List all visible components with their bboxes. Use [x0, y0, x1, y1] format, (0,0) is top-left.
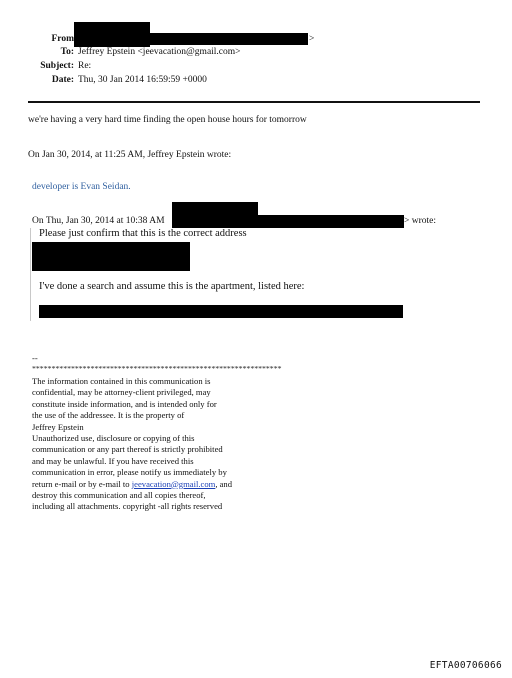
quote-bar: [30, 228, 31, 321]
notice-line: communication or any part thereof is strictly prohibited: [32, 444, 223, 455]
subject-value: Re:: [78, 61, 92, 71]
email-link[interactable]: jeevacation@gmail.com: [131, 478, 216, 489]
message-body: we're having a very hard time finding the open house hours for tomorrow: [28, 115, 307, 125]
from-trail: >: [309, 34, 315, 44]
reply-intro-1: On Jan 30, 2014, at 11:25 AM, Jeffrey Epstein wrote:: [28, 150, 232, 160]
signature-separator: --: [32, 353, 38, 363]
date-label: Date:: [51, 75, 74, 85]
document-id: EFTA00706066: [429, 660, 502, 671]
redacted-reply-sender-name: [172, 202, 258, 228]
quote-line-2: I've done a search and assume this is the apartment, listed here:: [39, 281, 305, 292]
reply-intro-2-prefix: On Thu, Jan 30, 2014 at 10:38 AM: [32, 216, 165, 226]
notice-line: confidential, may be attorney-client privileged, may: [32, 387, 211, 398]
notice-line: constitute inside information, and is intended only for: [32, 398, 217, 409]
notice-link-prefix: return e-mail or by e-mail to: [32, 478, 132, 489]
subject-label: Subject:: [40, 61, 74, 71]
notice-line: communication in error, please notify us immediately by: [32, 467, 227, 478]
to-label: To:: [60, 47, 74, 57]
notice-line: Jeffrey Epstein: [32, 421, 84, 432]
notice-line: and may be unlawful. If you have received this: [32, 455, 194, 466]
notice-line: destroy this communication and all copies thereof,: [32, 490, 206, 501]
from-label: From: [51, 34, 74, 44]
notice-line: including all attachments. copyright -all rights reserved: [32, 501, 223, 512]
redacted-reply-sender-address: [258, 215, 404, 228]
date-value: Thu, 30 Jan 2014 16:59:59 +0000: [78, 75, 207, 85]
confidentiality-notice: [32, 376, 232, 513]
reply-body-1: developer is Evan Seidan.: [32, 182, 131, 192]
redacted-listing-link: [39, 305, 403, 318]
star-separator: ****************************************************************: [32, 364, 282, 373]
to-value: Jeffrey Epstein <jeevacation@gmail.com>: [78, 47, 241, 57]
header-divider: [28, 101, 480, 103]
notice-link-suffix: , and: [215, 478, 233, 489]
notice-line: Unauthorized use, disclosure or copying of this: [32, 433, 195, 444]
reply-intro-2-suffix: > wrote:: [404, 216, 437, 226]
notice-line: the use of the addressee. It is the property of: [32, 410, 185, 421]
redacted-sender-address: [150, 33, 308, 45]
notice-line: The information contained in this communication is: [32, 376, 211, 386]
redacted-sender-name: [74, 22, 150, 47]
quote-line-1: Please just confirm that this is the correct address: [39, 228, 247, 239]
notice-line-with-link: [32, 479, 232, 490]
redacted-address: [32, 242, 190, 271]
